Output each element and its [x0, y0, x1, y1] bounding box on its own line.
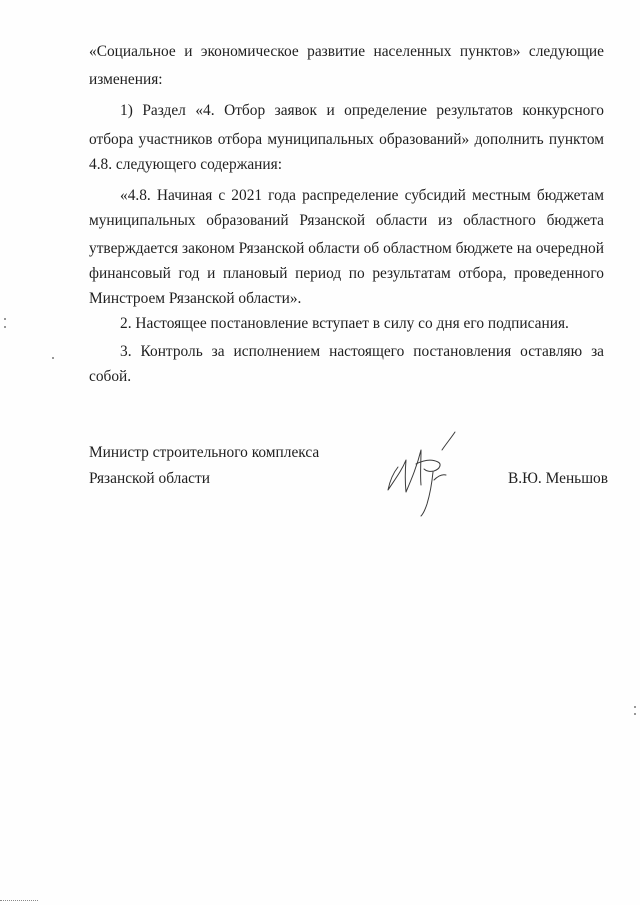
scan-speck	[4, 326, 6, 328]
text-line-2: изменения:	[89, 71, 163, 88]
text-line-1: «Социальное и экономическое развитие населенных пунктов» следующие	[89, 43, 604, 60]
scan-edge-dots	[0, 900, 38, 902]
signatory-name: В.Ю. Меньшов	[508, 470, 609, 487]
text-line-8: утверждается законом Рязанской области об областном бюджете на очередной	[89, 240, 604, 257]
scan-speck	[4, 318, 6, 320]
scan-speck	[634, 713, 636, 715]
text-line-3: 1) Раздел «4. Отбор заявок и определение результатов конкурсного	[120, 102, 604, 119]
scan-speck	[634, 706, 636, 708]
text-line-11: 2. Настоящее постановление вступает в силу со дня его подписания.	[120, 315, 569, 332]
handwritten-signature	[376, 420, 472, 520]
scan-speck	[52, 357, 54, 359]
text-line-12: 3. Контроль за исполнением настоящего постановления оставляю за	[120, 343, 604, 360]
text-line-4: отбора участников отбора муниципальных образований» дополнить пунктом	[89, 131, 604, 148]
signatory-position-line-2: Рязанской области	[89, 470, 210, 487]
signatory-position-line-1: Министр строительного комплекса	[89, 444, 320, 461]
text-line-9: финансовый год и плановый период по результатам отбора, проведенного	[89, 265, 604, 282]
text-line-13: собой.	[89, 368, 132, 385]
text-line-6: «4.8. Начиная с 2021 года распределение субсидий местным бюджетам	[120, 187, 604, 204]
text-line-10: Минстроем Рязанской области».	[89, 290, 302, 307]
text-line-5: 4.8. следующего содержания:	[89, 156, 282, 173]
text-line-7: муниципальных образований Рязанской области из областного бюджета	[89, 212, 604, 229]
